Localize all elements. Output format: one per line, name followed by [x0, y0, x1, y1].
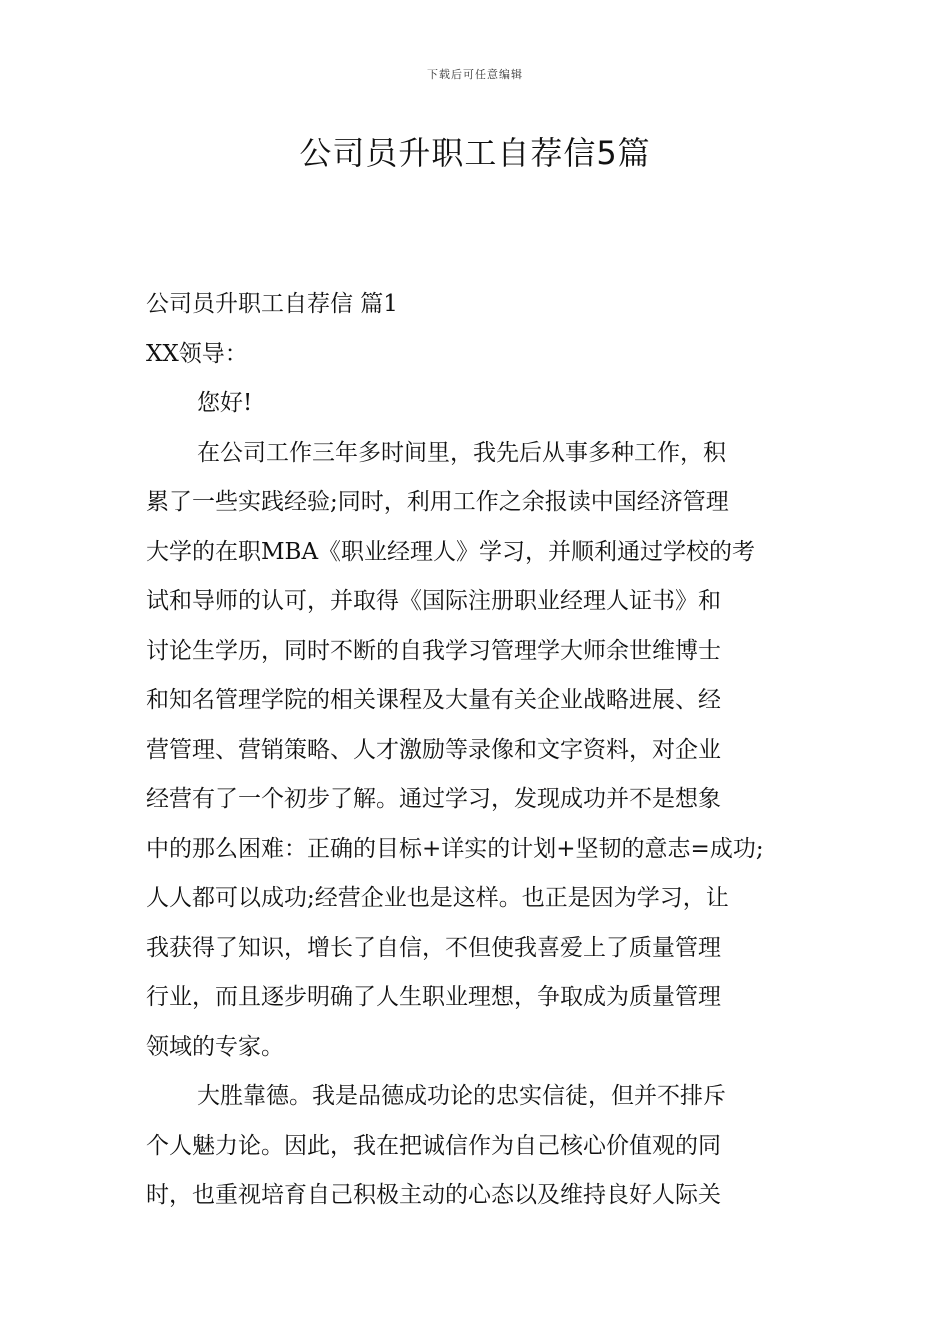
paragraph-line: 和知名管理学院的相关课程及大量有关企业战略进展、经 [146, 687, 721, 713]
greeting: 您好! [197, 390, 253, 416]
paragraph-line: 行业，而且逐步明确了人生职业理想，争取成为质量管理 [146, 984, 721, 1010]
document-body [146, 280, 810, 1221]
paragraph-2 [146, 1072, 810, 1221]
document-title: 公司员升职工自荐信5篇 [299, 134, 651, 172]
paragraph-line: 人人都可以成功;经营企业也是这样。也正是因为学习，让 [146, 885, 729, 911]
paragraph-line: 营管理、营销策略、人才激励等录像和文字资料，对企业 [146, 736, 721, 763]
section-heading: 公司员升职工自荐信 篇1 [146, 291, 398, 317]
paragraph-line: 个人魅力论。因此，我在把诚信作为自己核心价值观的同 [146, 1132, 721, 1159]
paragraph-line: 大胜靠德。我是品德成功论的忠实信徒，但并不排斥 [197, 1083, 726, 1109]
salutation: XX领导： [146, 340, 248, 367]
paragraph-line: 我获得了知识，增长了自信，不但使我喜爱上了质量管理 [146, 934, 721, 961]
paragraph-line: 累了一些实践经验;同时，利用工作之余报读中国经济管理 [146, 489, 729, 515]
paragraph-1 [146, 429, 810, 1073]
paragraph-line: 时，也重视培育自己积极主动的心态以及维持良好人际关 [146, 1182, 721, 1208]
paragraph-line: 试和导师的认可，并取得《国际注册职业经理人证书》和 [146, 588, 721, 614]
paragraph-line: 中的那么困难：正确的目标+详实的计划+坚韧的意志=成功; [146, 835, 764, 862]
paragraph-line: 领域的专家。 [146, 1033, 284, 1060]
header-note: 下载后可任意编辑 [427, 68, 523, 81]
paragraph-line: 经营有了一个初步了解。通过学习，发现成功并不是想象 [146, 786, 721, 812]
paragraph-line: 大学的在职MBA《职业经理人》学习，并顺利通过学校的考 [146, 538, 756, 565]
paragraph-line: 在公司工作三年多时间里，我先后从事多种工作，积 [197, 439, 726, 466]
paragraph-line: 讨论生学历，同时不断的自我学习管理学大师余世维博士 [146, 637, 721, 664]
